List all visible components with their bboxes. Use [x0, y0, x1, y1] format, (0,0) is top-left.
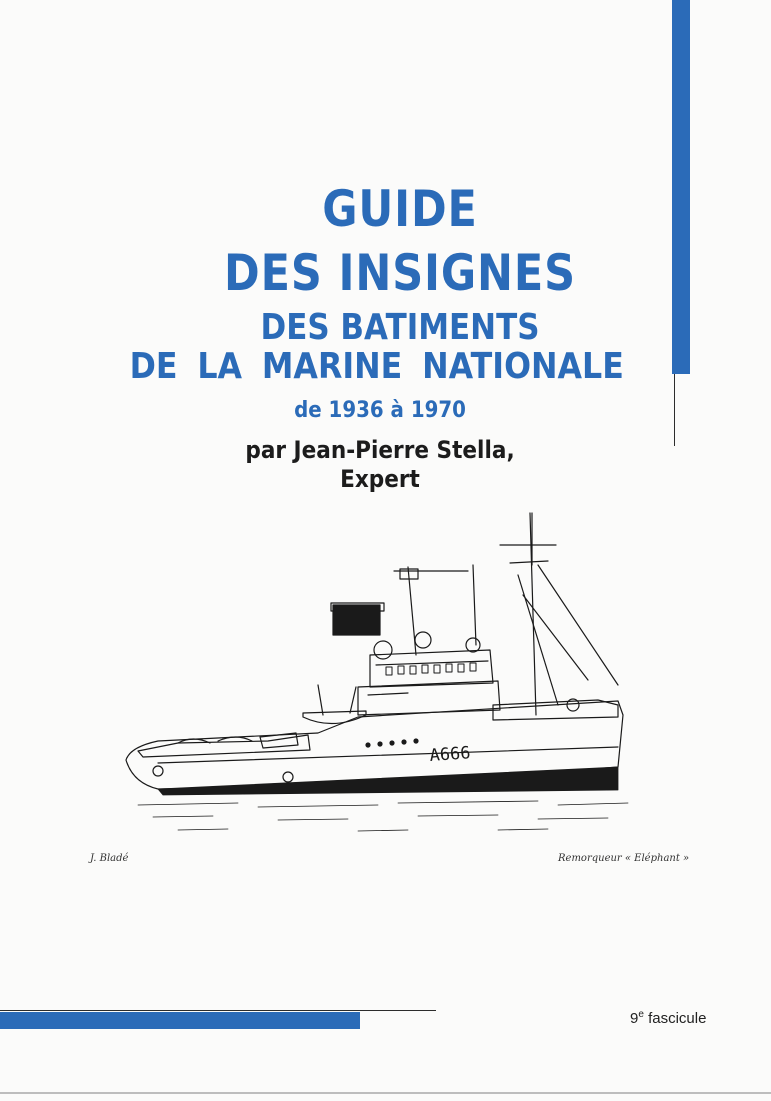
- artist-signature: J. Bladé: [90, 853, 129, 864]
- title-line-1: GUIDE: [322, 180, 478, 238]
- title-line-3: DES BATIMENTS: [260, 307, 540, 348]
- author-name: par Jean-Pierre Stella,: [245, 436, 515, 464]
- author-title: Expert: [340, 465, 420, 493]
- tugboat-illustration: [118, 505, 638, 845]
- title-line-2: DES INSIGNES: [224, 244, 576, 302]
- fascicule-text: fascicule: [648, 1010, 707, 1027]
- hull-number: A666: [428, 743, 472, 766]
- date-range: de 1936 à 1970: [294, 398, 466, 423]
- illustration-caption: Remorqueur « Eléphant »: [558, 853, 690, 864]
- vertical-rule: [674, 374, 675, 446]
- fascicule-number: 9: [630, 1010, 639, 1027]
- horizontal-rule: [0, 1010, 436, 1011]
- fascicule-label: [630, 1009, 706, 1027]
- page-edge: [0, 1092, 771, 1094]
- blue-horizontal-band: [0, 1012, 360, 1029]
- title-line-4: DE LA MARINE NATIONALE: [129, 346, 624, 387]
- fascicule-suffix: e: [638, 1009, 644, 1020]
